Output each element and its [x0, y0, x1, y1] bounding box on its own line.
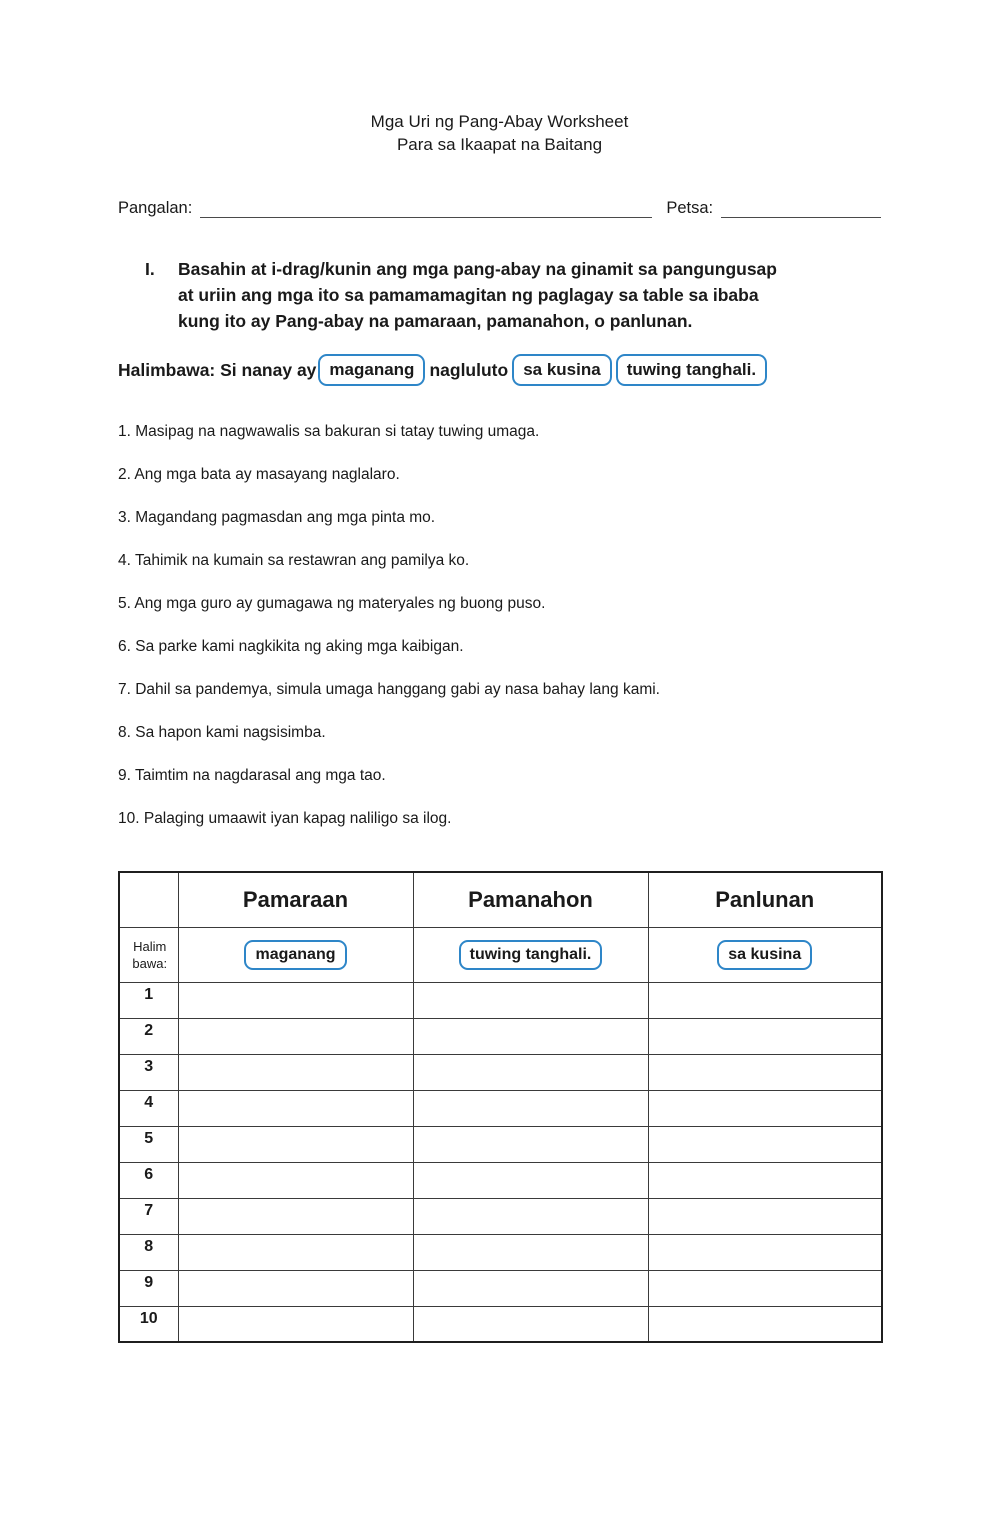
- row-number: 1: [119, 982, 178, 1018]
- row-number: 2: [119, 1018, 178, 1054]
- example-row-label: Halim bawa:: [119, 927, 178, 982]
- answer-cell-1-panlunan[interactable]: [648, 982, 882, 1018]
- answer-cell-3-panlunan[interactable]: [648, 1054, 882, 1090]
- classification-table: [118, 871, 883, 1343]
- sentence-item-4: 4. Tahimik na kumain sa restawran ang pamilya ko.: [118, 552, 470, 569]
- answer-cell-9-pamaraan[interactable]: [178, 1270, 413, 1306]
- answer-cell-8-panlunan[interactable]: [648, 1234, 882, 1270]
- answer-cell-10-pamanahon[interactable]: [413, 1306, 648, 1342]
- answer-cell-1-pamaraan[interactable]: [178, 982, 413, 1018]
- answer-cell-4-panlunan[interactable]: [648, 1090, 882, 1126]
- answer-cell-4-pamanahon[interactable]: [413, 1090, 648, 1126]
- answer-cell-2-panlunan[interactable]: [648, 1018, 882, 1054]
- example-sentence: [118, 354, 881, 386]
- answer-cell-7-panlunan[interactable]: [648, 1198, 882, 1234]
- answer-cell-8-pamanahon[interactable]: [413, 1234, 648, 1270]
- instruction-numeral: I.: [145, 259, 155, 279]
- answer-cell-8-pamaraan[interactable]: [178, 1234, 413, 1270]
- answer-cell-7-pamaraan[interactable]: [178, 1198, 413, 1234]
- name-input-line[interactable]: [200, 200, 652, 218]
- sentence-item-1: 1. Masipag na nagwawalis sa bakuran si tatay tuwing umaga.: [118, 423, 540, 440]
- table-row: [119, 1018, 882, 1054]
- row-number: 5: [119, 1126, 178, 1162]
- worksheet-page: [118, 0, 881, 1343]
- sentence-item-9: 9. Taimtim na nagdarasal ang mga tao.: [118, 767, 386, 784]
- sentence-item-2: 2. Ang mga bata ay masayang naglalaro.: [118, 466, 400, 483]
- table-row: [119, 1090, 882, 1126]
- table-row: [119, 1198, 882, 1234]
- answer-cell-9-panlunan[interactable]: [648, 1270, 882, 1306]
- name-date-row: [118, 196, 881, 218]
- answer-cell-7-pamanahon[interactable]: [413, 1198, 648, 1234]
- row-number: 3: [119, 1054, 178, 1090]
- instruction-line-1: Basahin at i-drag/kunin ang mga pang-abay na ginamit sa pangungusap: [178, 259, 777, 279]
- example-answer-pamanahon: [413, 927, 648, 982]
- sentence-item-10: 10. Palaging umaawit iyan kapag naliligo sa ilog.: [118, 810, 452, 827]
- date-input-line[interactable]: [721, 200, 881, 218]
- table-chip-sa-kusina[interactable]: sa kusina: [717, 940, 812, 970]
- sentence-list: [118, 422, 881, 828]
- title-block: [118, 110, 881, 156]
- table-row: [119, 1234, 882, 1270]
- row-number: 8: [119, 1234, 178, 1270]
- table-row: [119, 1054, 882, 1090]
- table-row: [119, 1162, 882, 1198]
- row-number: 10: [119, 1306, 178, 1342]
- example-answer-pamaraan: [178, 927, 413, 982]
- table-chip-maganang[interactable]: maganang: [244, 940, 346, 970]
- example-chip-place[interactable]: sa kusina: [512, 354, 612, 386]
- answer-cell-3-pamaraan[interactable]: [178, 1054, 413, 1090]
- table-row: [119, 982, 882, 1018]
- column-header-panlunan: Panlunan: [648, 872, 882, 927]
- answer-cell-6-pamaraan[interactable]: [178, 1162, 413, 1198]
- table-row: [119, 1306, 882, 1342]
- sentence-item-7: 7. Dahil sa pandemya, simula umaga hanggang gabi ay nasa bahay lang kami.: [118, 681, 660, 698]
- table-row: [119, 1270, 882, 1306]
- worksheet-subtitle: Para sa Ikaapat na Baitang: [396, 135, 603, 154]
- column-header-pamanahon: Pamanahon: [413, 872, 648, 927]
- example-verb: nagluluto: [429, 359, 509, 380]
- row-number: 7: [119, 1198, 178, 1234]
- answer-cell-5-pamanahon[interactable]: [413, 1126, 648, 1162]
- answer-cell-1-pamanahon[interactable]: [413, 982, 648, 1018]
- table-chip-tuwing-tanghali[interactable]: tuwing tanghali.: [459, 940, 603, 970]
- answer-cell-10-panlunan[interactable]: [648, 1306, 882, 1342]
- column-header-pamaraan: Pamaraan: [178, 872, 413, 927]
- answer-cell-10-pamaraan[interactable]: [178, 1306, 413, 1342]
- answer-cell-6-pamanahon[interactable]: [413, 1162, 648, 1198]
- instruction-line-2: at uriin ang mga ito sa pamamamagitan ng paglagay sa table sa ibaba: [178, 285, 759, 305]
- instruction-block: [118, 256, 881, 334]
- table-row: [119, 1126, 882, 1162]
- example-chip-time[interactable]: tuwing tanghali.: [616, 354, 767, 386]
- example-prefix: Halimbawa: Si nanay ay: [118, 359, 317, 380]
- table-header-row: [119, 872, 882, 927]
- table-example-row: [119, 927, 882, 982]
- answer-cell-9-pamanahon[interactable]: [413, 1270, 648, 1306]
- name-label: Pangalan:: [118, 199, 193, 217]
- answer-cell-2-pamaraan[interactable]: [178, 1018, 413, 1054]
- sentence-item-6: 6. Sa parke kami nagkikita ng aking mga kaibigan.: [118, 638, 464, 655]
- instruction-line-3: kung ito ay Pang-abay na pamaraan, pamanahon, o panlunan.: [178, 311, 693, 331]
- worksheet-title: Mga Uri ng Pang-Abay Worksheet: [370, 112, 629, 131]
- answer-cell-4-pamaraan[interactable]: [178, 1090, 413, 1126]
- example-answer-panlunan: [648, 927, 882, 982]
- row-number: 9: [119, 1270, 178, 1306]
- answer-cell-6-panlunan[interactable]: [648, 1162, 882, 1198]
- sentence-item-8: 8. Sa hapon kami nagsisimba.: [118, 724, 326, 741]
- instruction-text: [178, 256, 777, 334]
- row-number: 4: [119, 1090, 178, 1126]
- date-label: Petsa:: [666, 199, 714, 217]
- corner-cell: [119, 872, 178, 927]
- example-chip-manner[interactable]: maganang: [318, 354, 425, 386]
- answer-cell-2-pamanahon[interactable]: [413, 1018, 648, 1054]
- sentence-item-5: 5. Ang mga guro ay gumagawa ng materyales ng buong puso.: [118, 595, 546, 612]
- answer-cell-5-pamaraan[interactable]: [178, 1126, 413, 1162]
- sentence-item-3: 3. Magandang pagmasdan ang mga pinta mo.: [118, 509, 436, 526]
- answer-cell-3-pamanahon[interactable]: [413, 1054, 648, 1090]
- row-number: 6: [119, 1162, 178, 1198]
- answer-cell-5-panlunan[interactable]: [648, 1126, 882, 1162]
